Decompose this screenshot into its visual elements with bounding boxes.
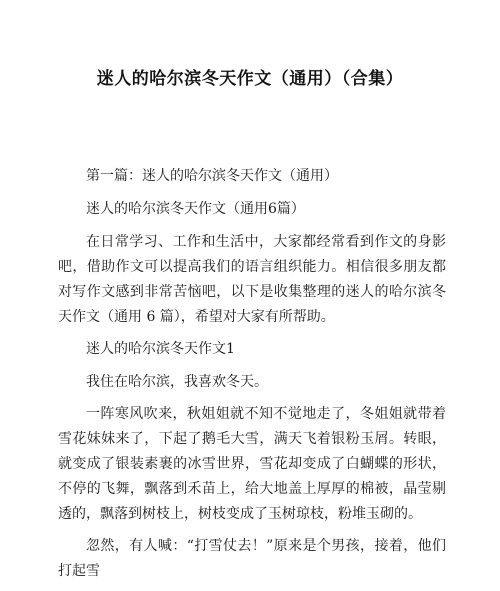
article-subtitle: 迷人的哈尔滨冬天作文（通用6篇） <box>86 201 305 217</box>
section-heading: 第一篇：迷人的哈尔滨冬天作文（通用） <box>86 168 338 184</box>
intro-paragraph: 在日常学习、工作和生活中，大家都经常看到作文的身影吧，借助作文可以提高我们的语言组织能力。相信很多朋友都对写作文感到非常苦恼吧，以下是收集整理的迷人的哈尔滨冬天作文（通用 6 篇），希望对大家有所帮助。 <box>58 234 446 325</box>
body-paragraph: 我住在哈尔滨，我喜欢冬天。 <box>86 374 268 390</box>
document-title: 迷人的哈尔滨冬天作文（通用）（合集） <box>96 69 404 89</box>
body-paragraph: 一阵寒风吹来，秋姐姐就不知不觉地走了，冬姐姐就带着雪花妹妹来了，下起了鹅毛大雪，满天飞着银粉玉屑。转眼，就变成了银装素裹的冰雪世界，雪花却变成了白蝴蝶的形状，不停的飞舞，飘落到禾苗上，给大地盖上厚厚的棉被，晶莹剔透的，飘落到树枝上，树枝变成了玉树琼枝，粉堆玉砌的。 <box>58 406 446 522</box>
document-body <box>58 164 446 591</box>
essay-heading: 迷人的哈尔滨冬天作文1 <box>86 341 235 357</box>
body-paragraph: 忽然，有人喊：“打雪仗去！”原来是个男孩，接着，他们打起雪 <box>58 538 446 579</box>
